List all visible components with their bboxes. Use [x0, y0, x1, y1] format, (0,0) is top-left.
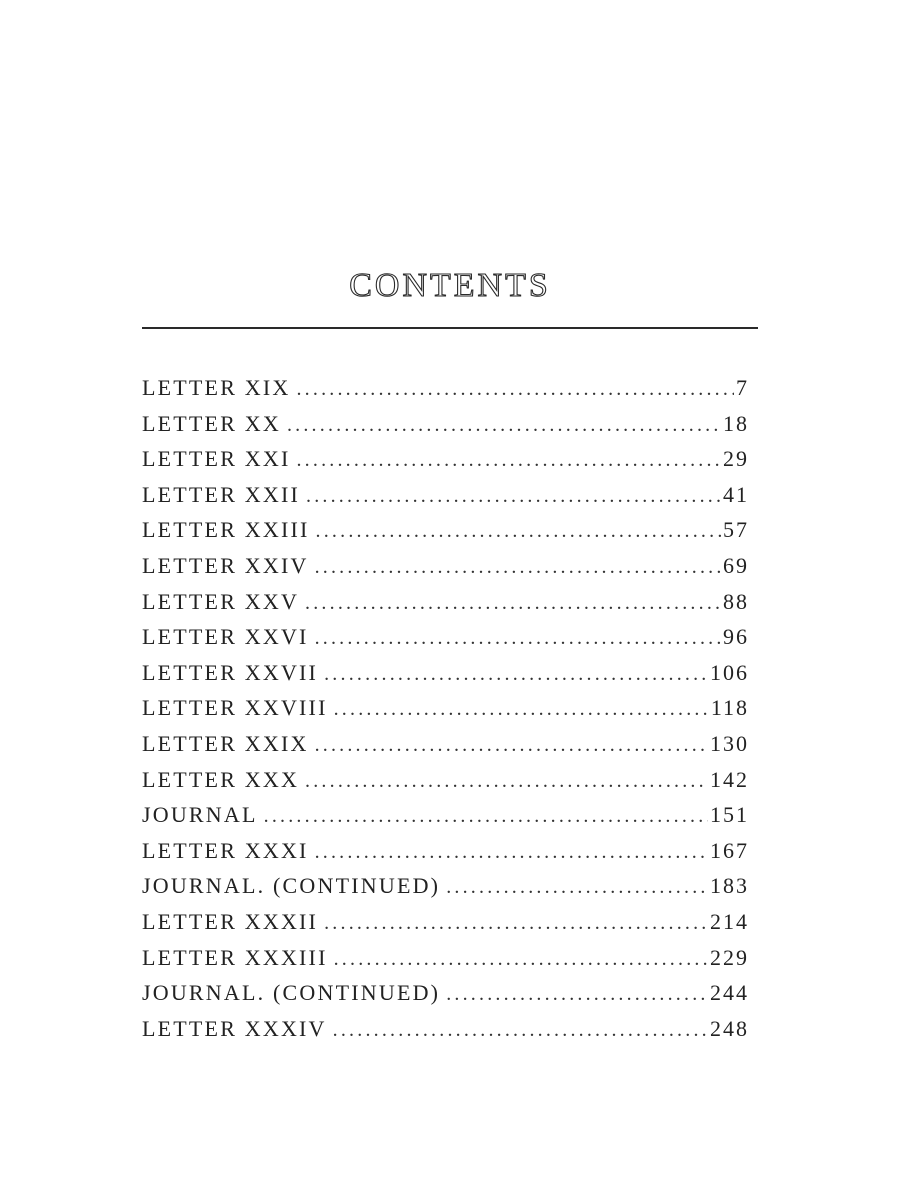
toc-entry-page-number: 130 [710, 730, 749, 756]
dot-leader [324, 657, 708, 691]
toc-entry-page-number: 118 [710, 695, 749, 721]
toc-entry-page-number: 41 [723, 481, 749, 507]
dot-leader [315, 550, 721, 584]
toc-entry [142, 512, 749, 548]
dot-leader [305, 586, 721, 620]
toc-entry-label: LETTER XXIX [142, 730, 309, 756]
toc-entry-label: LETTER XXVI [142, 624, 309, 650]
toc-entry-page-number: 244 [710, 980, 749, 1006]
toc-entry [142, 584, 749, 620]
toc-entry [142, 477, 749, 513]
toc-entry-label: LETTER XXVII [142, 659, 319, 685]
toc-entry-page-number: 29 [723, 446, 749, 472]
dot-leader [315, 728, 708, 762]
toc-entry-page-number: 96 [723, 624, 749, 650]
toc-entry [142, 1011, 749, 1047]
toc-entry-label: LETTER XXIV [142, 552, 309, 578]
toc-entry [142, 868, 749, 904]
dot-leader [316, 514, 721, 548]
dot-leader [446, 977, 708, 1011]
title-rule [142, 327, 758, 329]
toc-entry-label: LETTER XXV [142, 588, 300, 614]
toc-entry [142, 406, 749, 442]
toc-entry-label: LETTER XXIII [142, 517, 310, 543]
dot-leader [315, 835, 708, 869]
toc-entry-label: LETTER XXXIII [142, 944, 328, 970]
page-title: CONTENTS [349, 267, 551, 304]
toc-entry-page-number: 57 [723, 517, 749, 543]
toc-entry [142, 690, 749, 726]
toc-entry [142, 975, 749, 1011]
dot-leader [296, 372, 734, 406]
dot-leader [305, 764, 708, 798]
toc-entry-page-number: 214 [710, 908, 749, 934]
dot-leader [334, 692, 709, 726]
toc-entry-label: LETTER XIX [142, 375, 291, 400]
toc-entry-page-number: 142 [710, 766, 749, 792]
toc-entry [142, 441, 749, 477]
toc-entry-label: LETTER XXXIV [142, 1015, 327, 1041]
toc-entry [142, 904, 749, 940]
toc-entry-page-number: 183 [710, 873, 749, 899]
toc-entry-label: LETTER XXII [142, 481, 300, 507]
toc-entry-page-number: 167 [710, 837, 749, 863]
toc-entry-label: JOURNAL [142, 802, 258, 828]
toc-entry-label: LETTER XXVIII [142, 695, 328, 721]
toc-entry-label: JOURNAL. (CONTINUED) [142, 980, 441, 1006]
dot-leader [446, 870, 708, 904]
toc-entry [142, 370, 749, 406]
dot-leader [296, 443, 721, 477]
toc-entry-label: LETTER XXXII [142, 908, 319, 934]
toc-entry-label: JOURNAL. (CONTINUED) [142, 873, 441, 899]
toc-entry [142, 797, 749, 833]
dot-leader [315, 621, 721, 655]
toc-entry [142, 655, 749, 691]
table-of-contents [142, 370, 749, 1046]
dot-leader [264, 799, 708, 833]
toc-entry [142, 726, 749, 762]
toc-entry-page-number: 7 [736, 375, 749, 400]
dot-leader [306, 479, 721, 513]
toc-entry [142, 548, 749, 584]
toc-entry-page-number: 151 [710, 802, 749, 828]
toc-entry-label: LETTER XXXI [142, 837, 309, 863]
dot-leader [287, 408, 721, 442]
dot-leader [333, 1013, 708, 1047]
toc-entry [142, 833, 749, 869]
toc-entry-page-number: 69 [723, 552, 749, 578]
dot-leader [324, 906, 708, 940]
toc-entry-label: LETTER XXX [142, 766, 300, 792]
toc-entry-page-number: 106 [710, 659, 749, 685]
toc-entry [142, 940, 749, 976]
toc-entry [142, 619, 749, 655]
toc-entry [142, 762, 749, 798]
toc-entry-page-number: 229 [710, 944, 749, 970]
dot-leader [334, 942, 708, 976]
toc-entry-label: LETTER XXI [142, 446, 291, 472]
toc-entry-page-number: 248 [710, 1015, 749, 1041]
toc-entry-page-number: 18 [723, 410, 749, 436]
toc-entry-page-number: 88 [723, 588, 749, 614]
toc-entry-label: LETTER XX [142, 410, 281, 436]
